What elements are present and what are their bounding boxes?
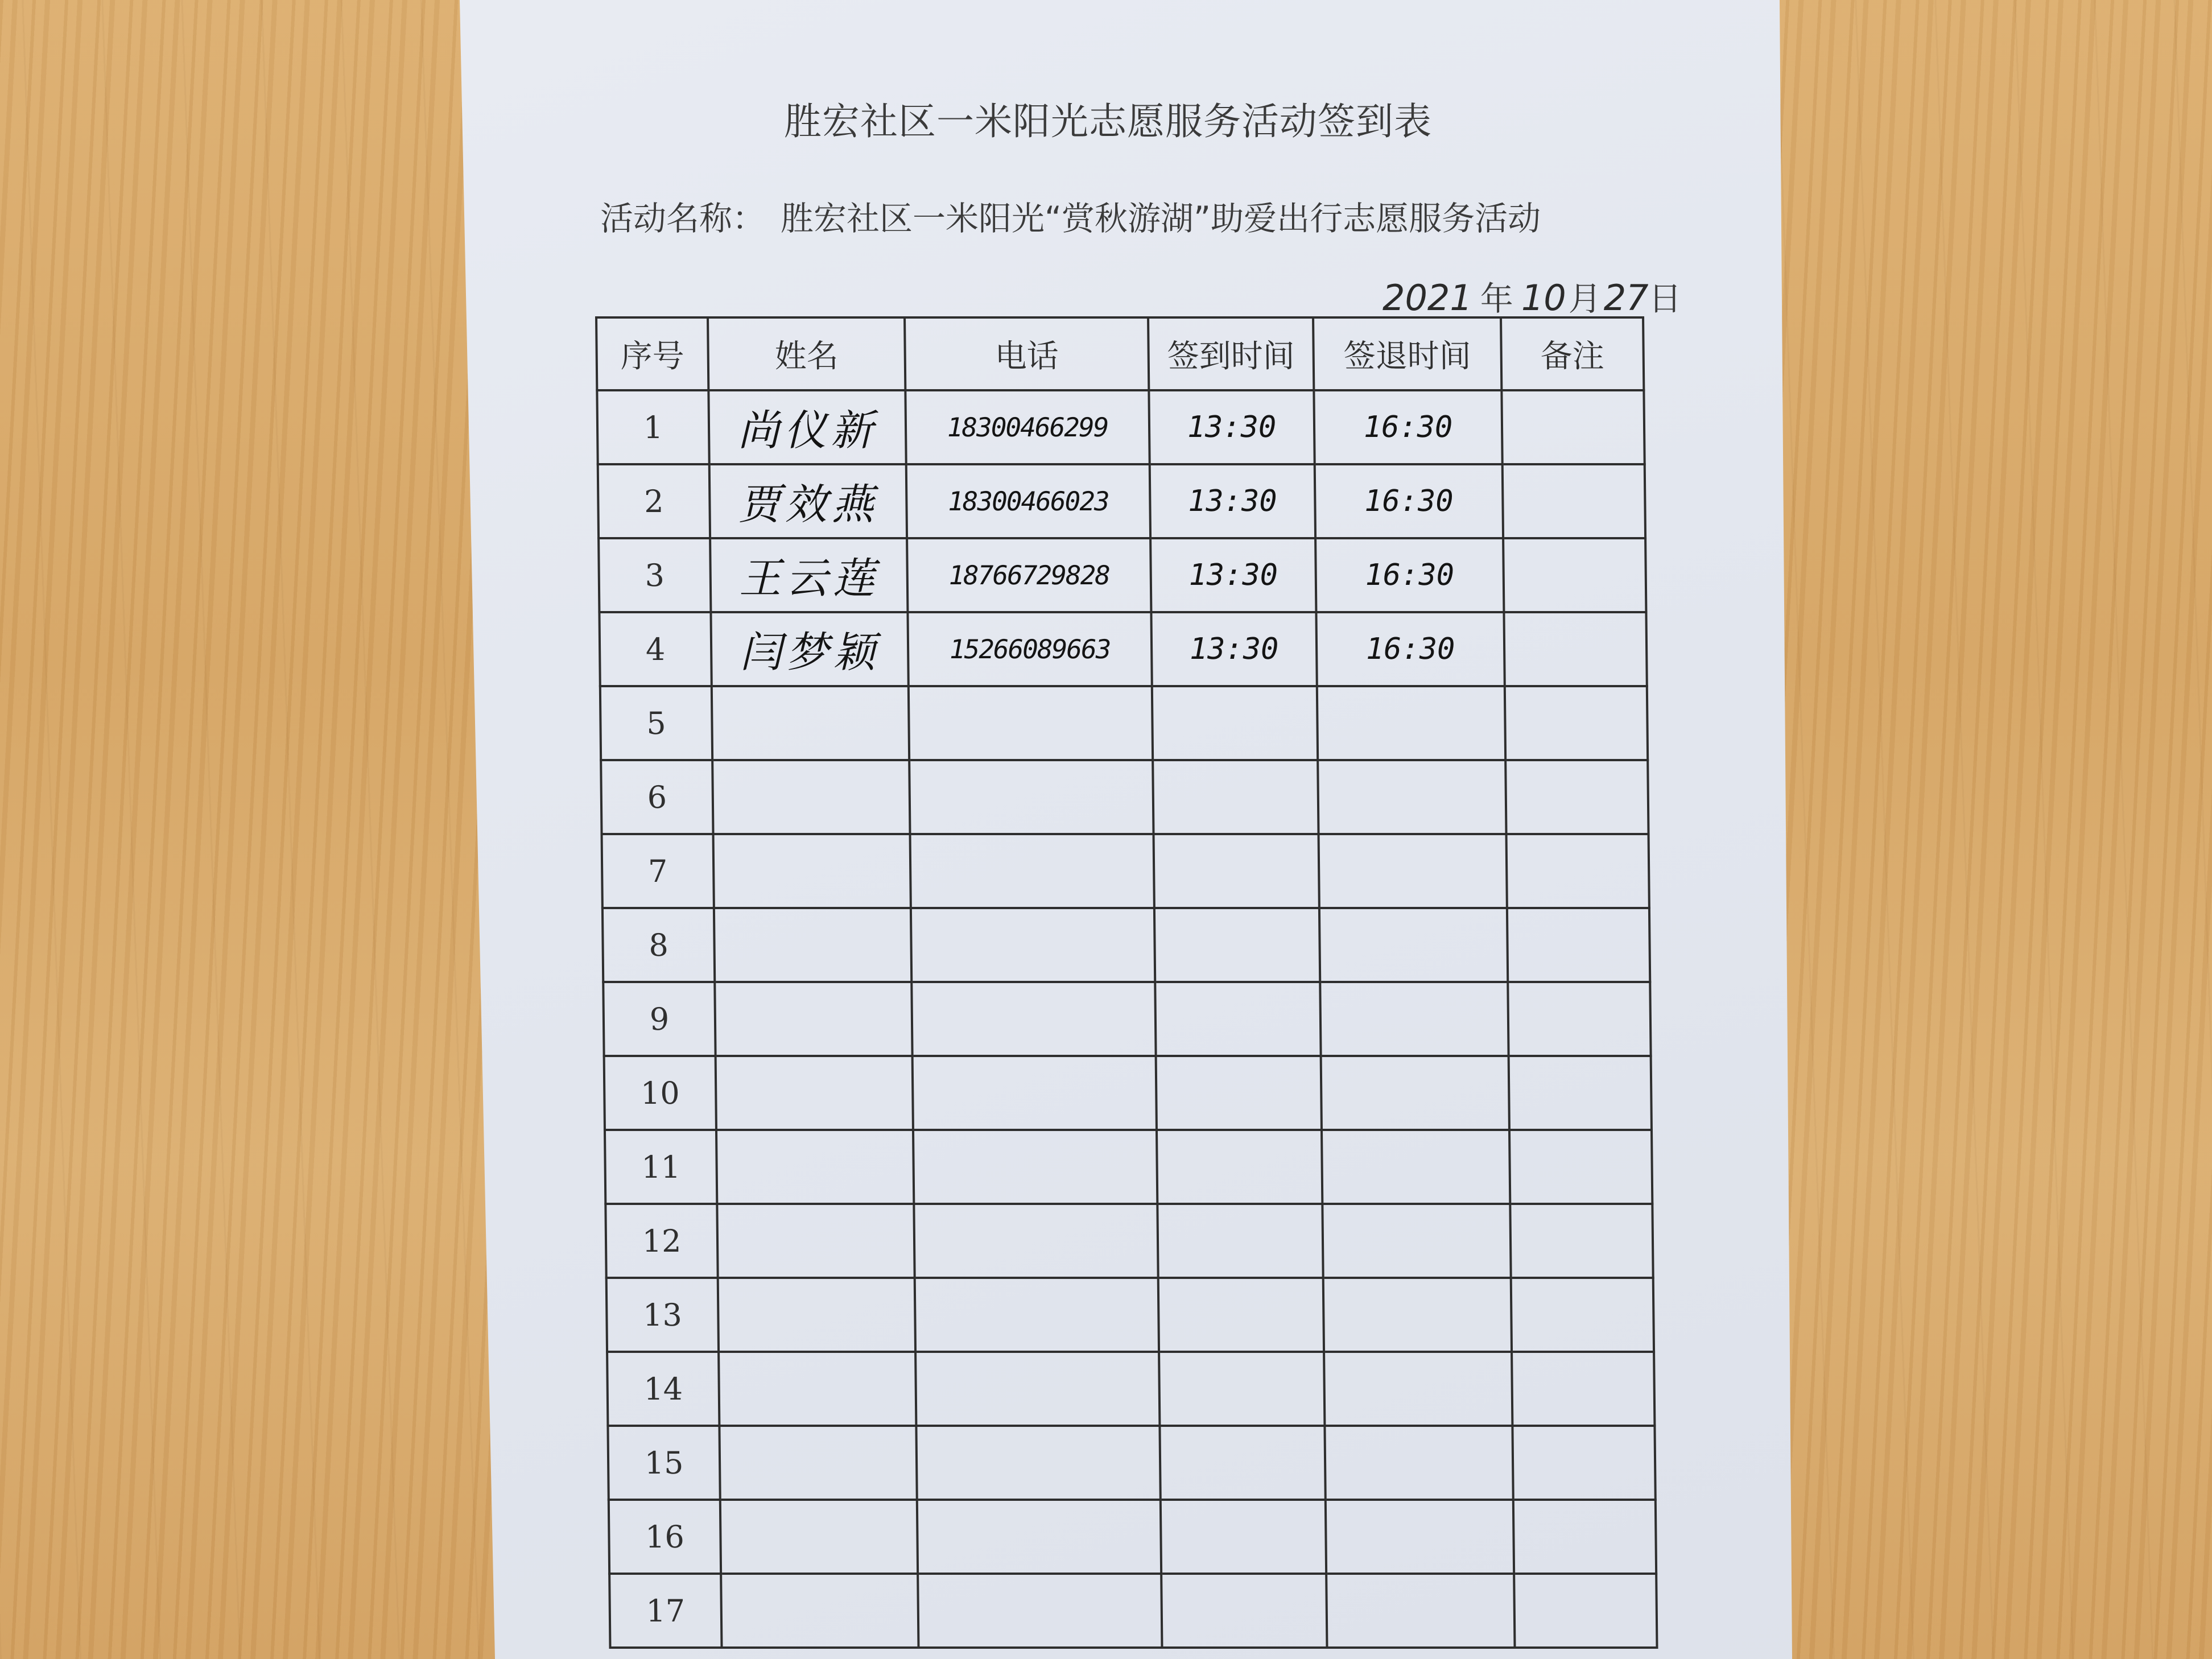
table-header-row [596,317,1644,390]
row-name [717,1204,914,1278]
row-serial: 9 [603,982,715,1056]
row-sign-out-time [1322,1130,1510,1204]
row-phone [913,1056,1157,1130]
row-name [712,760,910,834]
sign-in-table-container [595,316,1656,1629]
date-day: 27 [1603,277,1649,319]
row-note [1510,1204,1653,1278]
row-sign-in-time [1156,1056,1322,1130]
row-serial: 1 [597,390,709,464]
row-phone: 18300466023 [906,464,1150,538]
row-note [1503,464,1645,538]
row-sign-out-time [1323,1278,1512,1352]
row-serial: 5 [600,686,712,760]
row-sign-out-time [1320,982,1508,1056]
row-note [1509,1130,1652,1204]
table-row [605,1204,1653,1278]
table-row [599,612,1646,686]
header-note: 备注 [1501,317,1644,390]
date-year-unit: 年 [1480,279,1513,318]
row-sign-in-time [1154,908,1320,982]
row-note [1505,760,1648,834]
row-name [721,1574,918,1648]
row-sign-in-time [1161,1500,1326,1574]
row-note [1512,1352,1654,1426]
row-phone [918,1574,1162,1648]
row-note [1504,612,1646,686]
row-note [1513,1500,1656,1574]
row-sign-out-time [1318,760,1506,834]
row-note [1508,982,1650,1056]
row-name [720,1500,918,1574]
row-serial: 17 [609,1574,721,1648]
table-row [600,686,1648,760]
activity-name: 胜宏社区一米阳光“赏秋游湖”助爱出行志愿服务活动 [781,199,1541,238]
row-name [719,1426,917,1500]
row-phone [913,1130,1157,1204]
header-sign-out-time: 签退时间 [1313,317,1501,390]
row-phone: 15266089663 [907,612,1152,686]
row-name [716,1130,914,1204]
row-sign-in-time [1161,1574,1327,1648]
row-phone [909,686,1153,760]
row-serial: 3 [599,538,711,612]
form-title: 胜宏社区一米阳光志愿服务活动签到表 [784,100,1432,143]
header-name: 姓名 [708,317,905,390]
row-serial: 14 [607,1352,719,1426]
date-line [1383,272,1682,320]
date-month: 10 [1521,277,1566,319]
row-sign-in-time [1159,1352,1324,1426]
table-row [608,1426,1655,1500]
row-phone: 18766729828 [907,538,1151,612]
row-sign-out-time [1324,1426,1513,1500]
row-sign-in-time [1154,834,1319,908]
row-name [719,1352,916,1426]
row-serial: 16 [609,1500,721,1574]
row-name [714,908,911,982]
row-name [716,1056,913,1130]
row-sign-in-time [1158,1278,1324,1352]
header-phone: 电话 [905,317,1149,390]
row-serial: 10 [604,1056,716,1130]
header-sign-in-time: 签到时间 [1148,317,1314,390]
row-serial: 6 [601,760,713,834]
row-serial: 8 [602,908,715,982]
row-sign-in-time [1152,686,1318,760]
row-sign-out-time [1326,1574,1514,1648]
date-year: 2021 [1383,277,1472,319]
row-phone [915,1352,1159,1426]
row-sign-in-time [1159,1426,1325,1500]
row-note [1509,1056,1652,1130]
row-note [1514,1574,1657,1648]
row-note [1512,1426,1655,1500]
row-serial: 11 [605,1130,717,1204]
table-row [601,760,1648,834]
table-row [599,538,1646,612]
row-sign-out-time [1319,834,1507,908]
row-serial: 15 [608,1426,720,1500]
row-phone [909,760,1153,834]
row-sign-out-time: 16:30 [1315,538,1504,612]
row-serial: 7 [602,834,714,908]
table-row [609,1574,1657,1648]
header-serial: 序号 [596,317,708,390]
table-row [609,1500,1656,1574]
row-sign-out-time [1324,1352,1512,1426]
table-row [602,908,1650,982]
row-phone [914,1204,1158,1278]
table-row [606,1278,1654,1352]
row-name [713,834,911,908]
row-sign-out-time [1319,908,1508,982]
table-row [605,1130,1652,1204]
row-name: 闫梦颖 [711,612,908,686]
row-sign-in-time: 13:30 [1151,612,1317,686]
row-name [712,686,909,760]
table-row [602,834,1649,908]
row-phone [917,1500,1161,1574]
row-phone [916,1426,1160,1500]
row-name: 王云莲 [710,538,907,612]
row-sign-in-time: 13:30 [1149,390,1314,464]
row-phone [910,834,1154,908]
row-name [715,982,912,1056]
row-sign-in-time [1157,1204,1323,1278]
row-name: 尚仪新 [708,390,906,464]
row-serial: 12 [605,1204,717,1278]
row-serial: 4 [599,612,711,686]
row-note [1501,390,1644,464]
row-sign-out-time [1321,1056,1509,1130]
date-month-unit: 月 [1568,279,1602,318]
table-row [603,982,1650,1056]
row-serial: 2 [598,464,710,538]
row-sign-in-time: 13:30 [1150,538,1316,612]
table-row [597,390,1644,464]
sign-in-table [595,316,1658,1649]
table-row [604,1056,1652,1130]
row-note [1503,538,1646,612]
row-name: 贾效燕 [709,464,907,538]
row-name [718,1278,915,1352]
row-phone: 18300466299 [905,390,1149,464]
row-sign-out-time [1322,1204,1511,1278]
table-row [607,1352,1654,1426]
row-sign-in-time [1153,760,1318,834]
row-sign-out-time: 16:30 [1316,612,1504,686]
row-note [1507,834,1649,908]
row-sign-in-time [1155,982,1320,1056]
row-sign-out-time [1326,1500,1514,1574]
row-sign-out-time: 16:30 [1314,390,1502,464]
row-serial: 13 [606,1278,719,1352]
row-sign-in-time [1157,1130,1322,1204]
row-sign-out-time [1317,686,1505,760]
table-row [598,464,1645,538]
date-day-unit: 日 [1648,279,1682,318]
row-sign-in-time: 13:30 [1150,464,1315,538]
row-note [1507,908,1650,982]
row-phone [911,982,1155,1056]
activity-label: 活动名称： [600,199,766,238]
row-note [1505,686,1648,760]
row-note [1511,1278,1654,1352]
row-sign-out-time: 16:30 [1315,464,1503,538]
row-phone [915,1278,1159,1352]
row-phone [911,908,1155,982]
